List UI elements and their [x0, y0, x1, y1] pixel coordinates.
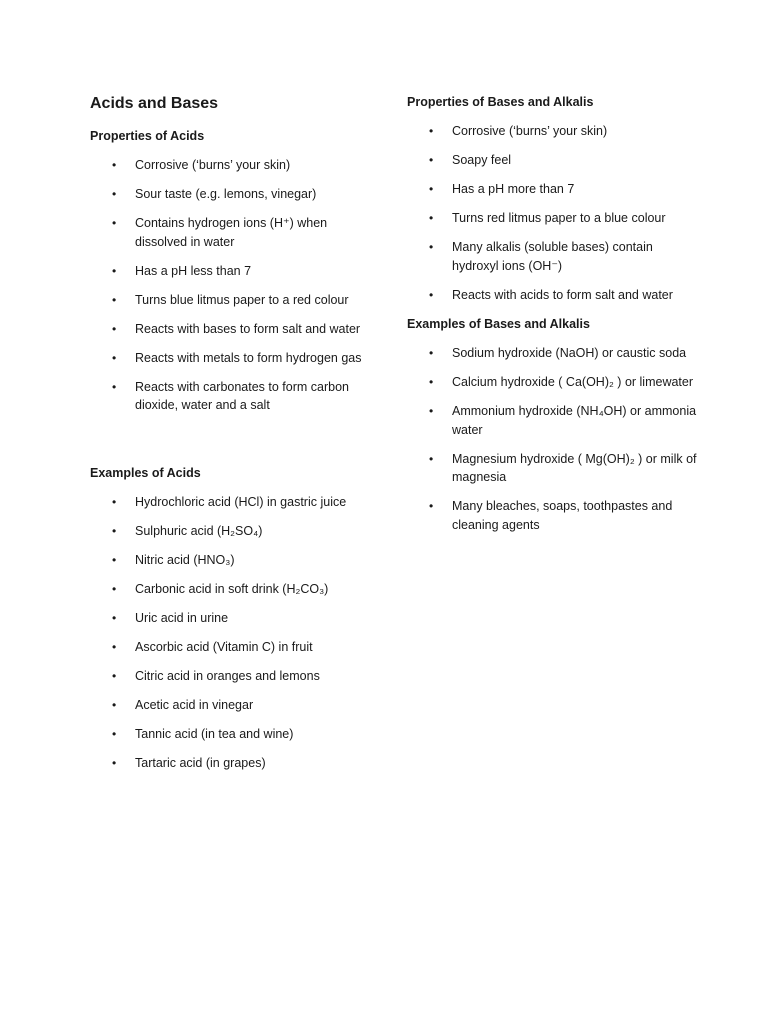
acid-properties-heading: Properties of Acids	[90, 129, 205, 143]
list-item: • Turns blue litmus paper to a red colour	[90, 291, 370, 310]
bullet-icon: •	[112, 321, 117, 336]
list-item: • Acetic acid in vinegar	[90, 696, 346, 715]
list-item: • Citric acid in oranges and lemons	[90, 667, 346, 686]
list-item: • Calcium hydroxide ( Ca(OH)₂ ) or limewater	[407, 373, 697, 392]
bullet-icon: •	[112, 756, 117, 770]
page-title: Acids and Bases	[90, 95, 219, 112]
bullet-icon: •	[112, 669, 117, 683]
acid-properties-list	[90, 156, 370, 425]
bullet-icon: •	[112, 187, 117, 201]
list-item: • Nitric acid (HNO₃)	[90, 551, 346, 570]
list-item: • Ammonium hydroxide (NH₄OH) or ammonia water	[429, 404, 697, 437]
list-item: • Reacts with acids to form salt and water	[407, 286, 697, 305]
bullet-icon: •	[429, 346, 434, 360]
bullet-icon: •	[429, 287, 434, 302]
bullet-icon: •	[429, 375, 434, 389]
list-item: • Uric acid in urine	[90, 609, 346, 628]
bullet-icon: •	[112, 611, 117, 625]
bullet-icon: •	[112, 292, 117, 307]
base-properties-heading: Properties of Bases and Alkalis	[407, 95, 594, 109]
base-examples-list	[407, 344, 697, 545]
list-item: • Reacts with bases to form salt and water	[90, 320, 370, 339]
bullet-icon: •	[429, 404, 434, 418]
list-item: • Tannic acid (in tea and wine)	[90, 725, 346, 744]
bullet-icon: •	[112, 379, 117, 394]
list-item: • Has a pH less than 7	[90, 262, 370, 281]
bullet-icon: •	[112, 216, 117, 230]
list-item: • Magnesium hydroxide ( Mg(OH)₂ ) or milk of magnesia	[429, 451, 697, 484]
base-properties-list	[407, 122, 697, 315]
bullet-icon: •	[112, 263, 117, 278]
bullet-icon: •	[112, 698, 117, 712]
bullet-icon: •	[112, 553, 117, 567]
list-item: • Has a pH more than 7	[407, 180, 697, 199]
bullet-icon: •	[112, 727, 117, 741]
list-item: • Tartaric acid (in grapes)	[90, 754, 346, 773]
bullet-icon: •	[429, 182, 434, 196]
list-item: • Soapy feel	[407, 151, 697, 170]
list-item: • Many alkalis (soluble bases) contain hydroxyl ions (OH⁻)	[429, 240, 653, 273]
bullet-icon: •	[429, 124, 434, 138]
base-examples-heading: Examples of Bases and Alkalis	[407, 317, 590, 331]
list-item: • Many bleaches, soaps, toothpastes and cleaning agents	[429, 499, 673, 532]
list-item: • Sour taste (e.g. lemons, vinegar)	[90, 185, 370, 204]
list-item: • Corrosive (‘burns’ your skin)	[90, 156, 370, 175]
bullet-icon: •	[429, 499, 434, 513]
list-item: • Ascorbic acid (Vitamin C) in fruit	[90, 638, 346, 657]
acid-examples-heading: Examples of Acids	[90, 466, 201, 480]
list-item: • Corrosive (‘burns’ your skin)	[407, 122, 697, 141]
bullet-icon: •	[112, 582, 117, 596]
bullet-icon: •	[429, 451, 434, 466]
list-item: • Contains hydrogen ions (H⁺) when dissolved in water	[112, 216, 328, 249]
bullet-icon: •	[429, 153, 434, 167]
list-item: • Reacts with carbonates to form carbon dioxide, water and a salt	[112, 379, 349, 412]
list-item: • Hydrochloric acid (HCl) in gastric juice	[90, 493, 346, 512]
bullet-icon: •	[112, 158, 117, 172]
list-item: • Sulphuric acid (H₂SO₄)	[90, 522, 346, 541]
acid-examples-list	[90, 493, 346, 783]
bullet-icon: •	[112, 524, 117, 538]
list-item: • Sodium hydroxide (NaOH) or caustic soda	[407, 344, 697, 363]
bullet-icon: •	[112, 350, 117, 365]
list-item: • Carbonic acid in soft drink (H₂CO₃)	[90, 580, 346, 599]
bullet-icon: •	[112, 640, 117, 654]
bullet-icon: •	[429, 240, 434, 254]
list-item: • Reacts with metals to form hydrogen gas	[90, 349, 370, 368]
list-item: • Turns red litmus paper to a blue colour	[407, 209, 697, 228]
bullet-icon: •	[429, 211, 434, 225]
bullet-icon: •	[112, 495, 117, 509]
